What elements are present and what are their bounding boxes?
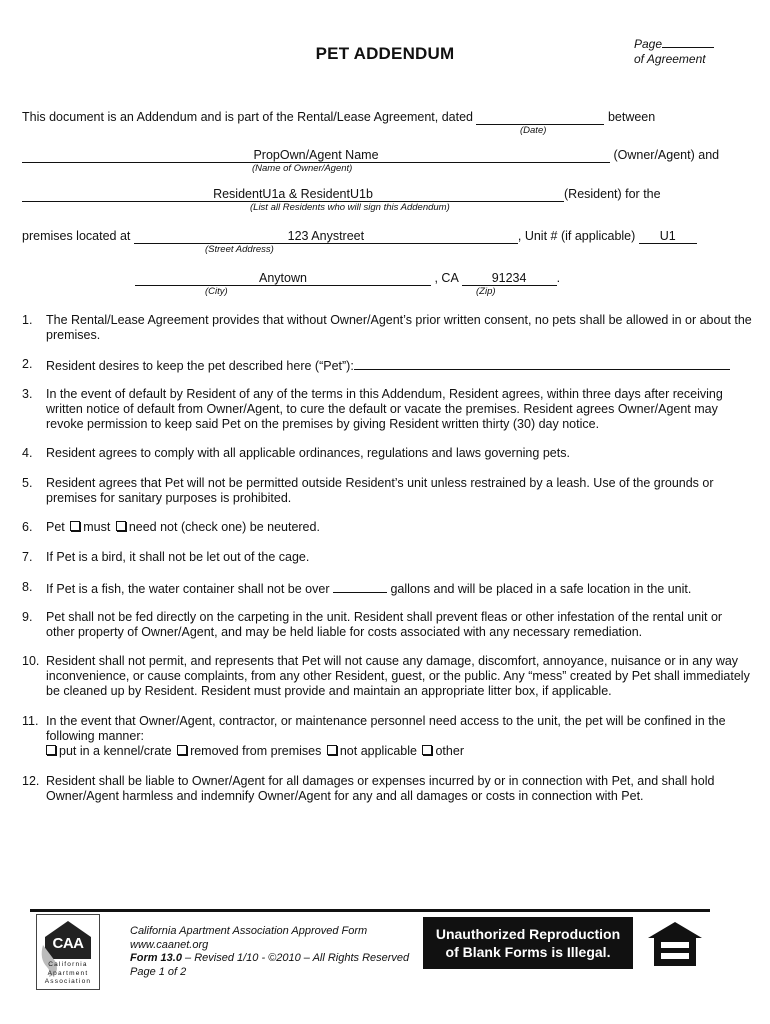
owner-caption: (Name of Owner/Agent) [252, 163, 353, 174]
clause-text: In the event that Owner/Agent, contractor, or maintenance personnel need access to the unit, the pet will be confined in the following manner: [46, 714, 726, 743]
state-label: , CA [434, 271, 459, 285]
footer-info [130, 925, 409, 979]
intro-line-resident [22, 187, 661, 202]
clause-text: In the event of default by Resident of any of the terms in this Addendum, Resident agrees, within three days after receiving written notice of default from Owner/Agent, to cure the default or vacate the premises. Resident agrees Owner/Agent may revoke permission to keep said Pet on the premises by giving Resident written thirty (30) day notice. [46, 387, 723, 431]
unit-label: , Unit # (if applicable) [517, 229, 636, 243]
clause-number: 1. [22, 313, 33, 327]
clause-number: 2. [22, 357, 33, 371]
street-caption: (Street Address) [205, 244, 274, 255]
period: . [556, 271, 561, 285]
owner-agent-field[interactable]: PropOwn/Agent Name [22, 148, 610, 163]
other-label: other [435, 744, 464, 758]
footer-approved: California Apartment Association Approved Form [130, 925, 368, 937]
not-applicable-label: not applicable [339, 744, 417, 758]
removed-label: removed from premises [190, 744, 322, 758]
clause-2 [22, 357, 752, 374]
form-number: Form 13.0 [130, 952, 182, 964]
kennel-crate-label: put in a kennel/crate [59, 744, 172, 758]
clause-number: 12. [22, 774, 40, 788]
clause-number: 3. [22, 387, 33, 401]
clause-number: 7. [22, 550, 33, 564]
of-agreement-label: of Agreement [634, 52, 706, 66]
clause-10 [22, 654, 752, 699]
clause-text: If Pet is a fish, the water container shall not be over [46, 582, 330, 596]
city-field[interactable]: Anytown [135, 271, 431, 286]
clause-text: Resident agrees that Pet will not be permitted outside Resident’s unit unless restrained by a leash. Use of the grounds or premises for sanitary purposes is prohibited. [46, 476, 714, 505]
removed-checkbox[interactable] [177, 745, 187, 755]
intro-line-city [135, 271, 560, 286]
premises-label: premises located at [22, 229, 131, 243]
need-not-label: need not (check one) be neutered. [128, 520, 320, 534]
clause-number: 11. [22, 714, 39, 728]
intro-line-premises [22, 229, 697, 244]
must-checkbox[interactable] [70, 521, 80, 531]
must-label: must [83, 520, 111, 534]
resident-suffix-label: (Resident) for the [564, 187, 661, 201]
kennel-crate-checkbox[interactable] [46, 745, 56, 755]
pet-description-field[interactable] [354, 357, 730, 370]
clause-text: Pet shall not be fed directly on the carpeting in the unit. Resident shall prevent fleas or other infestation of the rental unit or other property of Owner/Agent, and may be held liable for costs associated with any necessary remediation. [46, 610, 723, 639]
page-label: Page [634, 37, 663, 51]
clause-number: 10. [22, 654, 40, 668]
caa-logo-letters: CAA [52, 935, 84, 952]
equal-housing-icon [646, 920, 704, 968]
clause-text: The Rental/Lease Agreement provides that without Owner/Agent’s prior written consent, no pets shall be allowed in or about the premises. [46, 313, 752, 342]
resident-caption: (List all Residents who will sign this Addendum) [250, 202, 450, 213]
clause-text: If Pet is a bird, it shall not be let out of the cage. [46, 550, 310, 564]
date-caption: (Date) [520, 125, 547, 136]
clause-number: 8. [22, 580, 33, 594]
clause-3 [22, 387, 752, 432]
clause-number: 5. [22, 476, 33, 490]
clause-9 [22, 610, 752, 640]
intro-text: This document is an Addendum and is part of the Rental/Lease Agreement, dated [22, 110, 473, 124]
clause-text: Resident shall not permit, and represents that Pet will not cause any damage, discomfort, annoyance, nuisance or in any way inconvenience, or cause complaints, from any other Resident, guest, or the public. Any “mess” created by Pet shall immediately be cleaned up by Resident. Resident must provide and maintain an appropriate litter box, if applicable. [46, 654, 750, 698]
page-number-field[interactable] [662, 36, 714, 48]
caa-logo-text: California Apartment Association [44, 961, 92, 985]
clause-7 [22, 550, 752, 565]
intro-line-owner [22, 148, 719, 163]
clause-text: Resident shall be liable to Owner/Agent for all damages or expenses incurred by or in connection with Pet, and shall hold Owner/Agent harmless and indemnify Owner/Agent for any and all damages or costs in connection with Pet. [46, 774, 715, 803]
footer-rule [30, 909, 710, 912]
clause-4 [22, 446, 752, 461]
clause-text: Pet [46, 520, 65, 534]
owner-suffix-label: (Owner/Agent) and [613, 148, 720, 162]
confinement-options [44, 744, 464, 759]
gallons-field[interactable] [333, 580, 387, 593]
clause-text: Resident agrees to comply with all applicable ordinances, regulations and laws governing pets. [46, 446, 570, 460]
clause-11 [22, 714, 752, 744]
city-caption: (City) [205, 286, 228, 297]
intro-line-date [22, 110, 655, 125]
zip-caption: (Zip) [476, 286, 496, 297]
clause-number: 6. [22, 520, 33, 534]
page-of-agreement [634, 36, 714, 67]
footer-form-line [130, 952, 409, 966]
clause-6 [22, 520, 752, 535]
street-address-field[interactable]: 123 Anystreet [134, 229, 518, 244]
clause-text: Resident desires to keep the pet described here (“Pet”): [46, 359, 354, 373]
resident-field[interactable]: ResidentU1a & ResidentU1b [22, 187, 564, 202]
footer-page: Page 1 of 2 [130, 965, 187, 978]
need-not-checkbox[interactable] [116, 521, 126, 531]
date-field[interactable] [476, 110, 604, 125]
clause-12 [22, 774, 752, 804]
reproduction-warning: Unauthorized Reproduction of Blank Forms is Illegal. [423, 917, 633, 969]
clause-1 [22, 313, 752, 343]
zip-field[interactable]: 91234 [462, 271, 557, 286]
clause-5 [22, 476, 752, 506]
caa-logo [36, 914, 100, 990]
unit-number-field[interactable]: U1 [639, 229, 697, 244]
clause-number: 9. [22, 610, 33, 624]
between-label: between [607, 110, 656, 124]
clause-number: 4. [22, 446, 33, 460]
clause-text-after: gallons and will be placed in a safe location in the unit. [390, 582, 692, 596]
footer-website: www.caanet.org [130, 938, 209, 951]
clause-8 [22, 580, 752, 597]
not-applicable-checkbox[interactable] [327, 745, 337, 755]
form-revision: – Revised 1/10 - ©2010 – All Rights Reserved [181, 952, 410, 964]
page-title: PET ADDENDUM [315, 44, 455, 63]
other-checkbox[interactable] [422, 745, 432, 755]
